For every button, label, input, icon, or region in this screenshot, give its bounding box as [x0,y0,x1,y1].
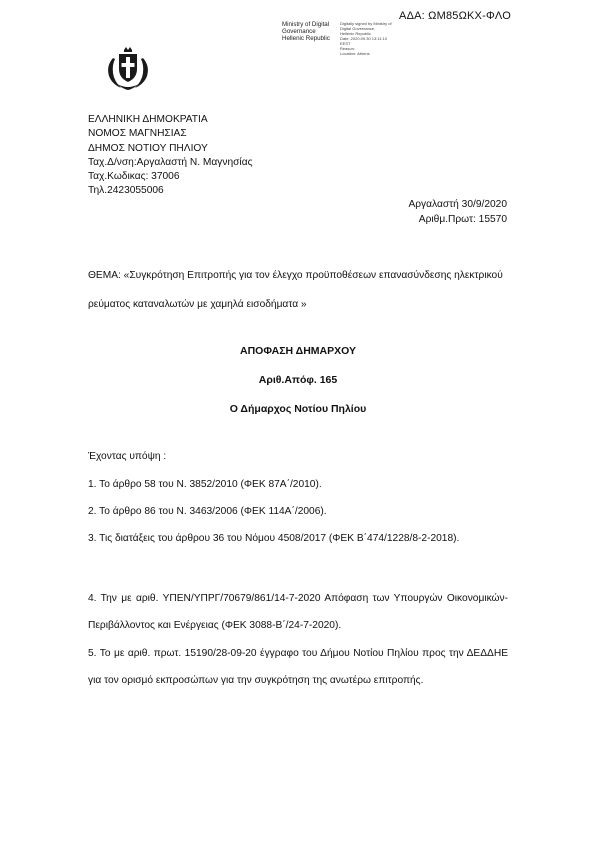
signature-meta-line: Digital Governance, [340,26,376,31]
letterhead-line: ΔΗΜΟΣ ΝΟΤΙΟΥ ΠΗΛΙΟΥ [88,142,208,154]
signature-issuer-line: Governance [282,28,316,35]
list-item: 2. Το άρθρο 86 του Ν. 3463/2006 (ΦΕΚ 114Α΄/2006). [88,506,327,517]
protocol-number: Αριθμ.Πρωτ: 15570 [418,213,507,225]
letterhead-line: ΝΟΜΟΣ ΜΑΓΝΗΣΙΑΣ [88,128,187,140]
letterhead-line: ΕΛΛΗΝΙΚΗ ΔΗΜΟΚΡΑΤΙΑ [88,114,208,125]
considering-heading: Έχοντας υπόψη : [88,451,167,462]
signature-meta-line: Hellenic Republic [340,31,371,36]
letterhead-line: Ταχ.Δ/νση:Αργαλαστή Ν. Μαγνησίας [88,156,253,168]
signature-meta-line: EEST [340,41,351,46]
mayor-title: Ο Δήμαρχος Νοτίου Πηλίου [229,403,367,415]
signature-meta-line: Date: 2020.09.30 13:11:10 [340,36,388,41]
decision-number: Αριθ.Απόφ. 165 [258,374,338,386]
greek-emblem-icon [103,44,153,94]
letterhead-line: Ταχ.Κωδικας: 37006 [88,171,180,183]
document-subject: ΘΕΜΑ: «Συγκρότηση Επιτροπής για τον έλεγχο προϋποθέσεων επανασύνδεσης ηλεκτρικού ρεύματος καταναλωτών με χαμηλά εισοδήματα » [88,270,503,310]
document-date: Αργαλαστή 30/9/2020 [408,199,507,210]
letterhead [88,113,253,199]
signature-issuer [282,21,330,42]
signature-issuer-line: Ministry of Digital [282,21,330,28]
letterhead-line: Τηλ.2423055006 [88,185,164,197]
signature-meta-line: Reason: [340,46,355,51]
signature-meta [340,21,392,56]
list-item: 5. Το με αριθ. πρωτ. 15190/28-09-20 έγγραφο του Δήμου Νοτίου Πηλίου προς την ΔΕΔΔΗΕ για τον ορισμό εκπροσώπων για την συγκρότηση της ανωτέρω επιτροπής. [88,648,508,686]
list-item: 1. Το άρθρο 58 του Ν. 3852/2010 (ΦΕΚ 87Α΄/2010). [88,479,322,490]
list-item: 4. Την με αριθ. ΥΠΕΝ/ΥΠΡΓ/70679/861/14-7-2020 Απόφαση των Υπουργών Οικονομικών-Περιβάλλοντος και Ενέργειας (ΦΕΚ 3088-Β΄/24-7-2020). [88,593,508,631]
signature-meta-line: Location: Athens [340,51,370,56]
date-protocol-block [360,198,507,227]
signature-issuer-line: Hellenic Republic [282,35,330,42]
list-item: 3. Τις διατάξεις του άρθρου 36 του Νόμου 4508/2017 (ΦΕΚ Β΄474/1228/8-2-2018). [88,533,460,544]
ada-code: ΑΔΑ: ΩΜ85ΩΚΧ-ΦΛΟ [399,10,511,22]
signature-meta-line: Digitally signed by Ministry of [340,21,392,26]
decision-title: ΑΠΟΦΑΣΗ ΔΗΜΑΡΧΟΥ [239,345,356,357]
